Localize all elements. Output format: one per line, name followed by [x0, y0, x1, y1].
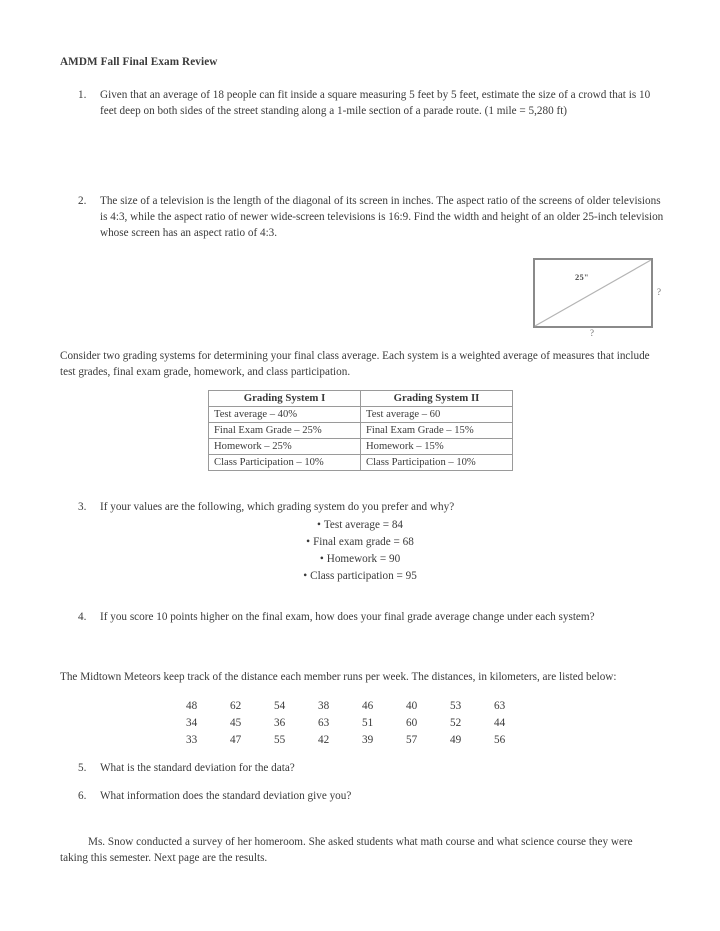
- question-number: 3.: [78, 501, 87, 513]
- diagonal-length-label: 25": [575, 272, 589, 282]
- table-row: [209, 423, 513, 439]
- table-row: [186, 698, 538, 715]
- column-header-system-1: Grading System I: [209, 391, 361, 407]
- data-cell: 39: [362, 733, 374, 746]
- cell-participation-1: Class Participation – 10%: [209, 455, 361, 471]
- data-cell: 48: [186, 700, 198, 712]
- list-item: [150, 517, 570, 534]
- data-cell: 44: [494, 716, 506, 729]
- question-item-1: [78, 88, 668, 120]
- list-item-label: Test average = 84: [323, 519, 404, 531]
- question-text: Given that an average of 18 people can fit inside a square measuring 5 feet by 5 feet, estimate the size of a crowd that is 10 feet deep on both sides of the street standing along a 1-mile section of a parade route. (1 mile = 5,280 ft): [100, 89, 651, 117]
- table-header-row: [209, 391, 513, 407]
- data-cell: 46: [362, 700, 374, 712]
- question-item-5: [78, 761, 668, 777]
- question-item-3: [78, 500, 668, 516]
- bullet-icon: •: [316, 519, 321, 531]
- data-cell: 45: [230, 716, 242, 729]
- column-header-system-2: Grading System II: [361, 391, 513, 407]
- meteors-intro-paragraph: The Midtown Meteors keep track of the distance each member runs per week. The distances, in kilometers, are listed below:: [60, 671, 617, 683]
- data-cell: 56: [494, 733, 506, 746]
- data-cell: 63: [494, 700, 506, 712]
- data-cell: 62: [230, 700, 242, 712]
- data-cell: 52: [450, 716, 462, 729]
- question-item-4: [78, 610, 668, 626]
- data-cell: 57: [406, 733, 418, 746]
- cell-final-exam-1: Final Exam Grade – 25%: [209, 423, 361, 439]
- cell-test-average-1: Test average – 40%: [209, 407, 361, 423]
- bullet-icon: •: [303, 570, 308, 583]
- cell-homework-2: Homework – 15%: [361, 439, 513, 455]
- question-text: If you score 10 points higher on the final exam, how does your final grade average change under each system?: [100, 611, 595, 623]
- data-cell: 34: [186, 716, 198, 729]
- data-cell: 51: [362, 716, 374, 729]
- question-number: 4.: [78, 611, 87, 623]
- data-cell: 63: [318, 716, 330, 729]
- list-item-label: Homework = 90: [326, 553, 401, 566]
- data-cell: 54: [274, 700, 286, 712]
- list-item: [150, 534, 570, 551]
- running-distance-data-grid: [186, 698, 538, 748]
- values-bullet-list: [150, 517, 570, 585]
- data-cell: 36: [274, 716, 286, 729]
- question-number: 2.: [78, 195, 87, 207]
- data-cell: 40: [406, 700, 418, 712]
- list-item: [150, 568, 570, 585]
- table-row: [186, 715, 538, 732]
- data-cell: 47: [230, 733, 242, 746]
- question-item-6: [78, 789, 668, 805]
- list-item-label: Class participation = 95: [310, 570, 417, 583]
- table-row: [209, 407, 513, 423]
- table-row: [209, 455, 513, 471]
- question-text: What is the standard deviation for the data?: [100, 762, 295, 774]
- diagonal-line-icon: [533, 258, 653, 328]
- width-unknown-label: ?: [590, 328, 594, 338]
- grading-intro-paragraph: Consider two grading systems for determining your final class average. Each system is a weighted average of measures that include test grades, final exam grade, homework, and class participation.: [60, 350, 650, 379]
- survey-intro-paragraph: Ms. Snow conducted a survey of her homeroom. She asked students what math course and what science course they were taking this semester. Next page are the results.: [60, 836, 633, 865]
- list-item-label: Final exam grade = 68: [313, 536, 414, 549]
- question-text: If your values are the following, which grading system do you prefer and why?: [100, 501, 455, 513]
- page-title: AMDM Fall Final Exam Review: [60, 56, 218, 68]
- question-number: 5.: [78, 762, 87, 774]
- question-item-2: [78, 194, 668, 242]
- height-unknown-label: ?: [657, 287, 661, 297]
- cell-participation-2: Class Participation – 10%: [361, 455, 513, 471]
- data-cell: 60: [406, 716, 418, 729]
- data-cell: 42: [318, 733, 330, 746]
- question-number: 1.: [78, 89, 87, 101]
- data-cell: 55: [274, 733, 286, 746]
- data-cell: 53: [450, 700, 462, 712]
- question-text: The size of a television is the length of the diagonal of its screen in inches. The aspect ratio of the screens of older televisions is 4:3, while the aspect ratio of newer wide-screen televisions is 16:9. Find the width and height of an older 25-inch television whose screen has an aspect ratio of 4:3.: [100, 195, 664, 239]
- data-cell: 49: [450, 733, 462, 746]
- question-text: What information does the standard deviation give you?: [100, 790, 352, 802]
- cell-homework-1: Homework – 25%: [209, 439, 361, 455]
- data-cell: 33: [186, 733, 198, 746]
- table-row: [209, 439, 513, 455]
- television-diagram: [533, 258, 661, 338]
- cell-test-average-2: Test average – 60: [361, 407, 513, 423]
- bullet-icon: •: [306, 536, 311, 549]
- data-cell: 38: [318, 700, 330, 712]
- table-row: [186, 732, 538, 749]
- question-number: 6.: [78, 790, 87, 802]
- list-item: [150, 551, 570, 568]
- grading-systems-table: [208, 390, 513, 471]
- bullet-icon: •: [319, 553, 324, 566]
- cell-final-exam-2: Final Exam Grade – 15%: [361, 423, 513, 439]
